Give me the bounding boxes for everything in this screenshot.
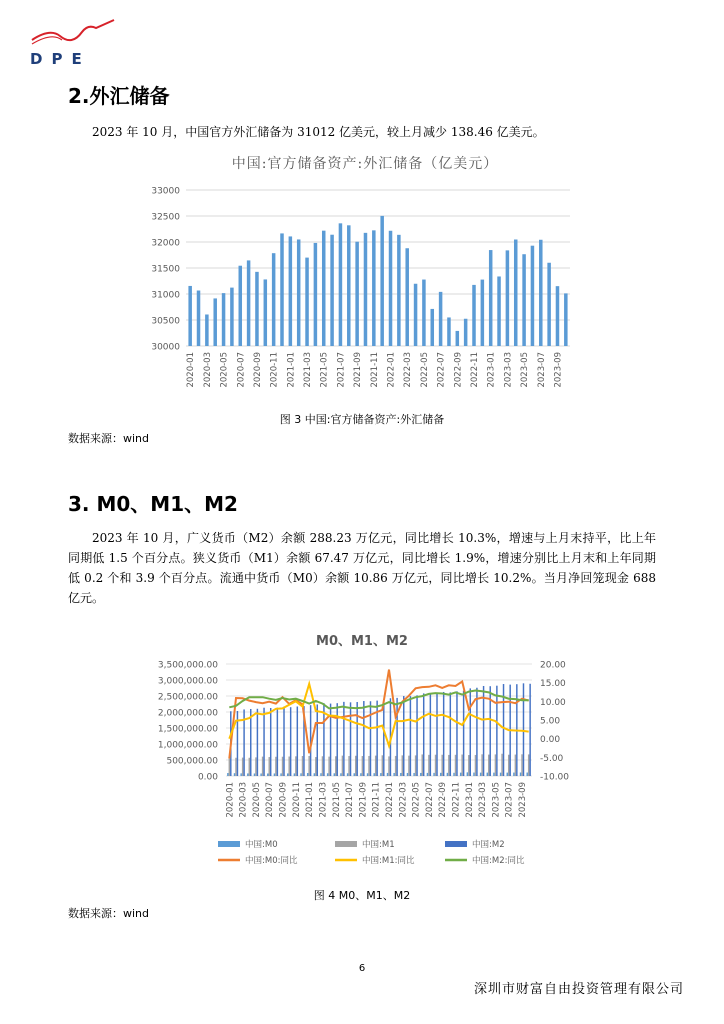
bar-中国:M2 [470, 688, 471, 776]
legend-label: 中国:M2 [472, 840, 505, 850]
bar-中国:M0 [440, 773, 441, 776]
bar-中国:M1 [368, 756, 369, 776]
legend-swatch [218, 841, 240, 847]
left-tick-label: 0.00 [197, 772, 218, 783]
money-supply-chart [0, 650, 724, 890]
bar-中国:M0 [453, 773, 454, 776]
bar-中国:M1 [275, 757, 276, 776]
bar-中国:M2 [263, 708, 264, 776]
x-tick-label: 2022-11 [451, 782, 462, 818]
left-tick-label: 3,500,000.00 [157, 660, 218, 671]
x-tick-label: 2022-01 [384, 782, 395, 818]
bar-中国:M0 [493, 773, 494, 776]
fx-reserves-chart [0, 176, 724, 416]
bar [497, 276, 501, 346]
page-number: 6 [358, 963, 366, 974]
chart-title-money-supply: M0、M1、M2 [316, 634, 408, 649]
bar [289, 236, 293, 346]
fx-reserves-paragraph: 2023 年 10 月，中国官方外汇储备为 31012 亿美元，较上月减少 138.46 亿美元。 [92, 125, 545, 139]
bar [239, 266, 243, 346]
x-tick-label: 2021-09 [353, 352, 364, 388]
bar-中国:M2 [456, 691, 457, 776]
x-tick-label: 2020-11 [291, 782, 302, 818]
x-tick-label: 2021-11 [371, 782, 382, 818]
section-heading-fx-reserves: 2.外汇储备 [68, 84, 170, 108]
bar [280, 233, 284, 346]
x-tick-label: 2021-07 [336, 352, 347, 388]
legend-label: 中国:M0:同比 [245, 856, 298, 866]
bar-中国:M2 [423, 693, 424, 776]
bar-中国:M0 [280, 773, 281, 776]
bar-中国:M0 [380, 773, 381, 776]
bar [547, 263, 551, 346]
x-tick-label: 2021-11 [369, 352, 380, 388]
bar [364, 233, 368, 346]
bar [247, 260, 251, 346]
bar-中国:M0 [327, 773, 328, 776]
bar-中国:M1 [348, 756, 349, 776]
bar-中国:M1 [501, 754, 502, 776]
bar [297, 239, 301, 346]
y-tick-label: 31500 [151, 264, 180, 275]
bar-中国:M2 [350, 702, 351, 776]
x-tick-label: 2020-11 [269, 352, 280, 388]
x-tick-label: 2023-07 [536, 352, 547, 388]
bar [522, 254, 526, 346]
bar-中国:M1 [302, 756, 303, 776]
x-tick-label: 2022-05 [419, 352, 430, 388]
bar-中国:M1 [308, 756, 309, 776]
bar [188, 286, 192, 346]
bar-中国:M1 [262, 757, 263, 776]
x-tick-label: 2020-05 [251, 782, 262, 818]
x-tick-label: 2023-03 [478, 782, 489, 818]
bar [456, 331, 460, 346]
bar [272, 253, 276, 346]
bar-中国:M0 [267, 773, 268, 776]
bar [222, 293, 226, 346]
bar-中国:M2 [336, 703, 337, 776]
x-tick-label: 2021-05 [319, 352, 330, 388]
x-tick-label: 2021-01 [286, 352, 297, 388]
bar [414, 284, 418, 346]
x-tick-label: 2022-03 [398, 782, 409, 818]
y-tick-label: 30500 [151, 316, 180, 327]
bar-中国:M1 [362, 756, 363, 776]
bar-中国:M1 [322, 756, 323, 776]
bar [213, 298, 217, 346]
bar-中国:M0 [373, 773, 374, 776]
figure-caption-4: 图 4 M0、M1、M2 [313, 889, 411, 902]
bar [514, 240, 518, 346]
bar [197, 291, 201, 346]
bar-中国:M2 [317, 704, 318, 776]
x-tick-label: 2020-01 [225, 782, 236, 818]
bar-中国:M1 [408, 756, 409, 776]
bar-中国:M0 [307, 773, 308, 776]
figure-caption-3: 图 3 中国:官方储备资产:外汇储备 [279, 413, 445, 426]
bar-中国:M0 [433, 773, 434, 776]
bar-中国:M0 [367, 773, 368, 776]
company-name: 深圳市财富自由投资管理有限公司 [473, 982, 684, 997]
bar-中国:M1 [395, 756, 396, 776]
bar-中国:M2 [430, 694, 431, 776]
bar [330, 235, 334, 346]
x-tick-label: 2020-03 [238, 782, 249, 818]
bar-中国:M1 [441, 755, 442, 776]
bar-中国:M2 [343, 702, 344, 776]
bar-中国:M1 [468, 755, 469, 776]
right-tick-label: 15.00 [540, 679, 566, 690]
bar-中国:M1 [475, 755, 476, 776]
bar-中国:M1 [528, 754, 529, 776]
bar-中国:M1 [422, 754, 423, 776]
bar-中国:M0 [427, 773, 428, 776]
money-supply-paragraph: 2023 年 10 月，广义货币（M2）余额 288.23 万亿元，同比增长 10.3%，增速与上月末持平，比上年同期低 1.5 个百分点。狭义货币（M1）余额 67.47 万亿元，同比增长 1.9%，增速分别比上月末和上年同期低 0.2 个和 3.9 个百分点。流通中货币（M0）余额 10.86 万亿元，同比增长 10.2%。当月净回笼现金 688 亿元。 [68, 531, 656, 605]
right-tick-label: 5.00 [540, 716, 561, 727]
x-tick-label: 2020-03 [202, 352, 213, 388]
bar-中国:M2 [356, 702, 357, 776]
x-tick-label: 2023-07 [504, 782, 515, 818]
bar [397, 235, 401, 346]
bar-中国:M0 [460, 773, 461, 776]
x-tick-label: 2023-03 [503, 352, 514, 388]
bar [472, 285, 476, 346]
y-tick-label: 33000 [151, 186, 180, 197]
bar [305, 258, 309, 346]
right-tick-label: 0.00 [540, 735, 561, 746]
data-source-2: 数据来源：wind [68, 907, 150, 920]
bar-中国:M0 [354, 773, 355, 776]
bar-中国:M1 [382, 755, 383, 776]
bar-中国:M1 [402, 755, 403, 776]
bar-中国:M2 [396, 698, 397, 776]
x-tick-label: 2023-01 [486, 352, 497, 388]
bar [564, 293, 568, 346]
bar-中国:M2 [250, 709, 251, 776]
bar [405, 248, 409, 346]
x-tick-label: 2020-07 [236, 352, 247, 388]
x-tick-label: 2022-11 [470, 352, 480, 388]
bar-中国:M0 [340, 773, 341, 776]
x-tick-label: 2022-03 [403, 352, 414, 388]
bar-中国:M2 [277, 708, 278, 776]
bar-中国:M0 [526, 773, 527, 776]
bar [539, 240, 543, 346]
section-heading-money-supply: 3. M0、M1、M2 [68, 492, 238, 516]
x-tick-label: 2021-05 [331, 782, 342, 818]
bar-中国:M2 [370, 701, 371, 776]
bar-中国:M1 [295, 756, 296, 776]
bar [205, 314, 209, 346]
legend-label: 中国:M1 [362, 840, 395, 850]
bar-中国:M0 [300, 773, 301, 776]
bar-中国:M0 [234, 773, 235, 776]
bar-中国:M1 [461, 755, 462, 776]
bar [264, 279, 268, 346]
right-tick-label: -5.00 [540, 753, 564, 764]
legend-swatch [335, 841, 357, 847]
bar [339, 223, 343, 346]
left-tick-label: 2,000,000.00 [157, 708, 218, 719]
bar [230, 288, 234, 346]
bar-中国:M0 [400, 773, 401, 776]
bar-中国:M0 [393, 773, 394, 776]
bar-中国:M0 [507, 773, 508, 776]
bar [439, 292, 443, 346]
bar-中国:M2 [463, 691, 464, 776]
bar-中国:M2 [290, 707, 291, 776]
bar [531, 246, 535, 346]
bar-中国:M1 [521, 754, 522, 776]
bar [380, 216, 384, 346]
bar-中国:M0 [360, 773, 361, 776]
bar-中国:M2 [483, 686, 484, 776]
x-tick-label: 2022-07 [424, 782, 435, 818]
bar-中国:M1 [328, 757, 329, 776]
bar-中国:M2 [416, 695, 417, 776]
x-tick-label: 2021-03 [303, 352, 314, 388]
bar-中国:M2 [476, 688, 477, 776]
bar-中国:M2 [443, 692, 444, 776]
bar-中国:M2 [257, 709, 258, 776]
bar-中国:M1 [448, 755, 449, 776]
bar-中国:M0 [287, 773, 288, 776]
bar [347, 225, 351, 346]
y-tick-label: 31000 [151, 290, 180, 301]
bar-中国:M2 [410, 696, 411, 776]
bar [322, 231, 326, 346]
bar-中国:M1 [229, 759, 230, 776]
bar-中国:M1 [282, 757, 283, 776]
bar-中国:M0 [467, 772, 468, 776]
bar [431, 309, 435, 346]
legend-label: 中国:M0 [245, 840, 278, 850]
bar-中国:M2 [496, 686, 497, 776]
bar-中国:M2 [529, 684, 530, 776]
right-tick-label: -10.00 [540, 772, 570, 783]
bar-中国:M0 [314, 773, 315, 776]
bar-中国:M0 [274, 773, 275, 776]
bar-中国:M0 [240, 773, 241, 776]
bar-中国:M1 [342, 756, 343, 776]
bar [481, 280, 485, 346]
bar [355, 242, 359, 346]
bar-中国:M2 [403, 696, 404, 776]
bar-中国:M1 [315, 757, 316, 776]
chart-title-fx-reserves: 中国:官方储备资产:外汇储备（亿美元） [231, 156, 499, 172]
bar-中国:M2 [283, 707, 284, 776]
x-tick-label: 2020-09 [252, 352, 263, 388]
right-tick-label: 10.00 [540, 697, 566, 708]
bar-中国:M1 [375, 756, 376, 776]
bar-中国:M0 [227, 773, 228, 776]
bar-中国:M0 [407, 773, 408, 776]
bar-中国:M0 [247, 773, 248, 776]
x-tick-label: 2020-01 [186, 352, 197, 388]
x-tick-label: 2023-09 [553, 352, 564, 388]
left-tick-label: 1,000,000.00 [157, 740, 218, 751]
x-tick-label: 2020-05 [219, 352, 230, 388]
bar-中国:M2 [363, 701, 364, 776]
bar-中国:M1 [508, 755, 509, 776]
legend-label: 中国:M2:同比 [472, 856, 525, 866]
bar-中国:M1 [428, 755, 429, 776]
x-tick-label: 2021-09 [358, 782, 369, 818]
bar-中国:M0 [334, 773, 335, 776]
bar-中国:M0 [500, 773, 501, 776]
bar-中国:M0 [320, 773, 321, 776]
bar [447, 317, 451, 346]
bar [372, 230, 376, 346]
bar-中国:M0 [260, 773, 261, 776]
bar-中国:M0 [420, 773, 421, 776]
data-source-1: 数据来源：wind [68, 432, 150, 445]
right-tick-label: 20.00 [540, 660, 566, 671]
bar-中国:M1 [335, 756, 336, 776]
left-tick-label: 3,000,000.00 [157, 676, 218, 687]
bar [464, 319, 468, 346]
bar-中国:M1 [455, 755, 456, 776]
bar-中国:M0 [294, 773, 295, 776]
bar-中国:M1 [495, 754, 496, 776]
x-tick-label: 2022-01 [386, 352, 397, 388]
logo-swoosh [32, 20, 114, 40]
bar-中国:M1 [515, 755, 516, 776]
x-tick-label: 2020-07 [265, 782, 276, 818]
x-tick-label: 2023-01 [464, 782, 475, 818]
bar [506, 250, 510, 346]
x-tick-label: 2022-09 [453, 352, 464, 388]
bar-中国:M2 [436, 693, 437, 776]
bar-中国:M1 [435, 755, 436, 776]
x-tick-label: 2022-07 [436, 352, 447, 388]
bar-中国:M2 [330, 704, 331, 776]
bar [556, 286, 560, 346]
bar-中国:M1 [249, 758, 250, 776]
x-tick-label: 2021-07 [345, 782, 356, 818]
bar-中国:M0 [347, 773, 348, 776]
left-tick-label: 500,000.00 [166, 756, 218, 767]
bar [255, 272, 259, 346]
bar-中国:M1 [235, 758, 236, 776]
bar-中国:M1 [255, 757, 256, 776]
y-tick-label: 32500 [151, 212, 180, 223]
x-tick-label: 2023-05 [491, 782, 502, 818]
bar-中国:M0 [254, 773, 255, 776]
bar [422, 280, 426, 346]
bar-中国:M2 [523, 683, 524, 776]
bar-中国:M2 [450, 692, 451, 776]
x-tick-label: 2021-01 [305, 782, 316, 818]
x-tick-label: 2020-09 [278, 782, 289, 818]
bar-中国:M1 [242, 758, 243, 776]
y-tick-label: 30000 [151, 342, 180, 353]
bar-中国:M2 [383, 700, 384, 776]
x-tick-label: 2022-09 [438, 782, 449, 818]
bar-中国:M0 [513, 773, 514, 776]
bar-中国:M1 [355, 756, 356, 776]
legend-label: 中国:M1:同比 [362, 856, 415, 866]
bar-中国:M2 [270, 708, 271, 776]
bar-中国:M0 [413, 773, 414, 776]
bar [389, 231, 393, 346]
bar-中国:M1 [388, 756, 389, 776]
y-tick-label: 32000 [151, 238, 180, 249]
bar-中国:M1 [481, 754, 482, 776]
bar-中国:M0 [487, 773, 488, 776]
bar-中国:M0 [473, 773, 474, 776]
bar-中国:M0 [520, 773, 521, 776]
x-tick-label: 2021-03 [318, 782, 329, 818]
bar-中国:M1 [415, 755, 416, 776]
x-tick-label: 2022-05 [411, 782, 422, 818]
bar-中国:M0 [480, 773, 481, 776]
left-tick-label: 1,500,000.00 [157, 724, 218, 735]
x-tick-label: 2023-05 [520, 352, 531, 388]
logo-text: DPE [30, 50, 91, 68]
bar-中国:M0 [447, 773, 448, 776]
bar [314, 243, 318, 346]
x-tick-label: 2023-09 [518, 782, 529, 818]
bar [489, 250, 493, 346]
legend-swatch [445, 841, 467, 847]
bar-中国:M1 [288, 757, 289, 776]
bar-中国:M1 [269, 757, 270, 776]
bar-中国:M2 [297, 706, 298, 776]
bar-中国:M1 [488, 755, 489, 776]
bar-中国:M0 [387, 773, 388, 776]
left-tick-label: 2,500,000.00 [157, 692, 218, 703]
